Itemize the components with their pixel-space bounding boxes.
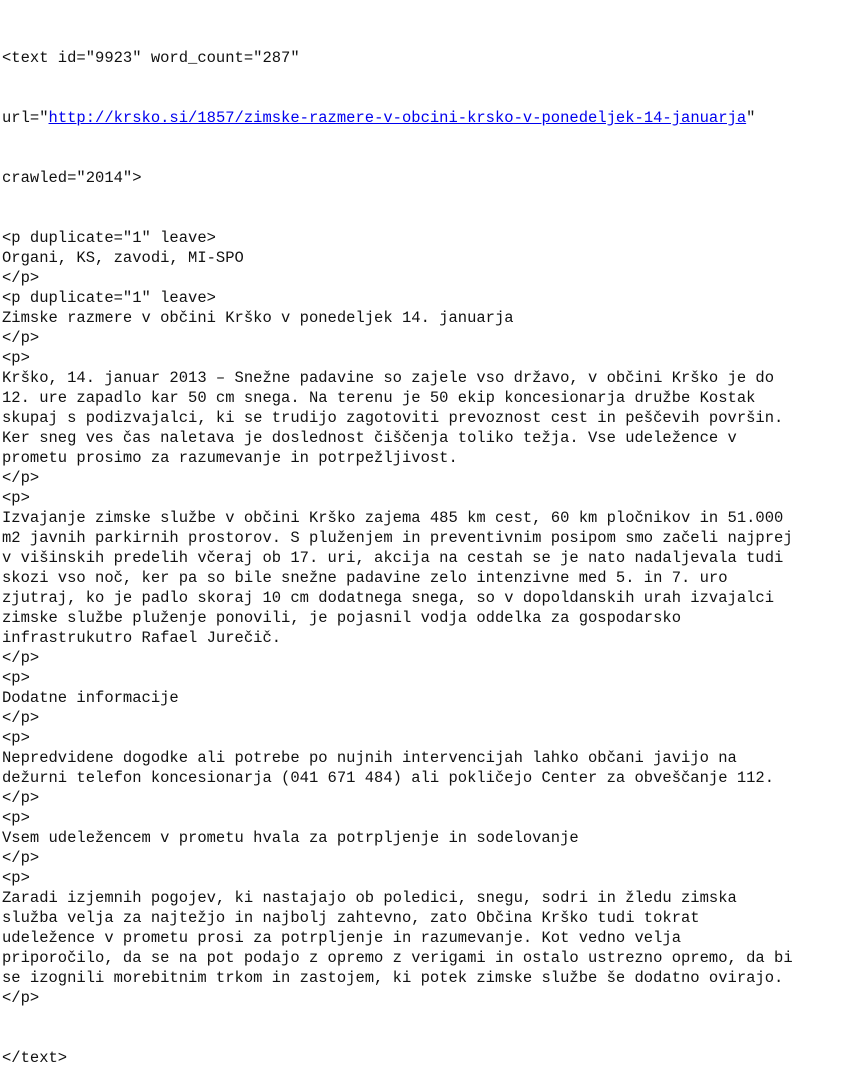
source-url-link[interactable]: http://krsko.si/1857/zimske-razmere-v-obcini-krsko-v-ponedeljek-14-januarja	[48, 109, 747, 127]
paragraph-text-line: skupaj s podizvajalci, ki se trudijo zagotoviti prevoznost cest in peščevih površin.	[2, 409, 784, 427]
paragraph-text-line: dežurni telefon koncesionarja (041 671 484) ali pokličejo Center za obveščanje 112.	[2, 769, 775, 787]
paragraph-close-tag: </p>	[2, 649, 40, 667]
paragraph-text-line: se izognili morebitnim trkom in zastojem, ki potek zimske službe še dodatno ovirajo.	[2, 969, 784, 987]
paragraph-text-line: Ker sneg ves čas naletava je doslednost čiščenja toliko težja. Vse udeležence v	[2, 429, 737, 447]
paragraph-text-line: Nepredvidene dogodke ali potrebe po nujnih intervencijah lahko občani javijo na	[2, 749, 737, 767]
paragraph-text-line: priporočilo, da se na pot podajo z opremo z verigami in ostalo ustrezno opremo, da bi	[2, 949, 793, 967]
paragraph-open-tag: <p>	[2, 809, 30, 827]
paragraph-close-tag: </p>	[2, 469, 40, 487]
paragraph-open-tag: <p duplicate="1" leave>	[2, 289, 216, 307]
paragraph-open-tag: <p>	[2, 349, 30, 367]
text-open-tag-url-line	[2, 108, 852, 128]
paragraph-text-line: v višinskih predelih včeraj ob 17. uri, akcija na cestah se je nato nadaljevala tudi	[2, 549, 784, 567]
paragraph-open-tag: <p>	[2, 669, 30, 687]
url-attr-suffix: "	[746, 109, 756, 127]
paragraph-text-line: Dodatne informacije	[2, 689, 179, 707]
paragraph-text-line: prometu prosimo za razumevanje in potrpežljivost.	[2, 449, 458, 467]
text-close-tag: </text>	[2, 1049, 68, 1067]
text-open-tag-line1: <text id="9923" word_count="287"	[2, 49, 300, 67]
paragraph-close-tag: </p>	[2, 849, 40, 867]
paragraph-open-tag: <p>	[2, 869, 30, 887]
paragraph-close-tag: </p>	[2, 789, 40, 807]
url-attr-prefix: url="	[2, 109, 49, 127]
paragraph-text-line: Vsem udeležencem v prometu hvala za potrpljenje in sodelovanje	[2, 829, 579, 847]
paragraph-text-line: Zimske razmere v občini Krško v ponedeljek 14. januarja	[2, 309, 514, 327]
paragraph-text-line: Zaradi izjemnih pogojev, ki nastajajo ob poledici, snegu, sodri in žledu zimska	[2, 889, 737, 907]
paragraphs-container	[2, 228, 852, 1008]
paragraph-open-tag: <p duplicate="1" leave>	[2, 229, 216, 247]
paragraph-text-line: infrastrukutro Rafael Jurečič.	[2, 629, 282, 647]
paragraph-close-tag: </p>	[2, 329, 40, 347]
text-open-tag-line3: crawled="2014">	[2, 169, 142, 187]
paragraph-text-line: Izvajanje zimske službe v občini Krško zajema 485 km cest, 60 km pločnikov in 51.000	[2, 509, 784, 527]
paragraph-open-tag: <p>	[2, 729, 30, 747]
paragraph-text-line: udeležence v prometu prosi za potrpljenje in razumevanje. Kot vedno velja	[2, 929, 682, 947]
paragraph-close-tag: </p>	[2, 709, 40, 727]
paragraph-close-tag: </p>	[2, 269, 40, 287]
paragraph-close-tag: </p>	[2, 989, 40, 1007]
paragraph-text-line: služba velja za najtežjo in najbolj zahtevno, zato Občina Krško tudi tokrat	[2, 909, 700, 927]
paragraph-text-line: m2 javnih parkirnih prostorov. S pluženjem in preventivnim posipom smo začeli najprej	[2, 529, 793, 547]
paragraph-open-tag: <p>	[2, 489, 30, 507]
paragraph-text-line: zjutraj, ko je padlo skoraj 10 cm dodatnega snega, so v dopoldanskih urah izvajalci	[2, 589, 775, 607]
paragraph-text-line: Krško, 14. januar 2013 – Snežne padavine so zajele vso državo, v občini Krško je do	[2, 369, 775, 387]
paragraph-text-line: zimske službe pluženje ponovili, je pojasnil vodja oddelka za gospodarsko	[2, 609, 682, 627]
paragraph-text-line: skozi vso noč, ker pa so bile snežne padavine zelo intenzivne med 5. in 7. uro	[2, 569, 728, 587]
paragraph-text-line: 12. ure zapadlo kar 50 cm snega. Na terenu je 50 ekip koncesionarja družbe Kostak	[2, 389, 756, 407]
paragraph-text-line: Organi, KS, zavodi, MI-SPO	[2, 249, 244, 267]
